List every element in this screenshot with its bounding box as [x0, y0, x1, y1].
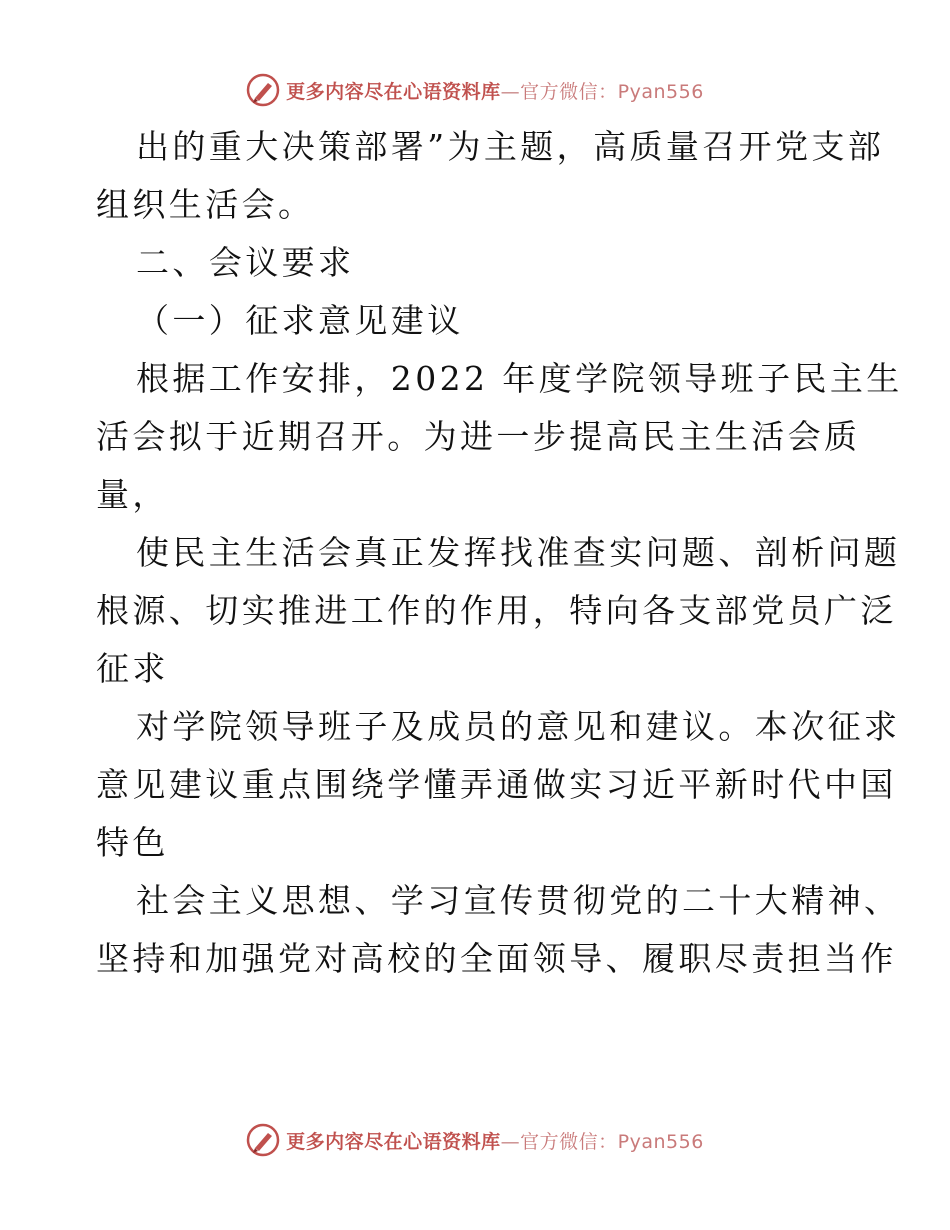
watermark-separator: — [500, 1130, 521, 1153]
watermark-contact: 官方微信：Pyan556 [520, 1130, 704, 1153]
watermark-text [286, 1127, 704, 1154]
watermark-main: 更多内容尽在心语资料库 [286, 80, 501, 103]
text-line: 征求 [96, 649, 169, 688]
text-line: 根据工作安排，2022 年度学院领导班子民主生 [136, 359, 903, 398]
pen-logo-icon [246, 73, 280, 107]
text-line: 坚持和加强党对高校的全面领导、履职尽责担当作 [96, 939, 897, 978]
header-watermark [0, 70, 950, 110]
watermark-contact: 官方微信：Pyan556 [520, 80, 704, 103]
text-line: 活会拟于近期召开。为进一步提高民主生活会质 [96, 417, 861, 456]
watermark-main: 更多内容尽在心语资料库 [286, 1130, 501, 1153]
text-line: 特色 [96, 823, 169, 862]
text-line: 意见建议重点围绕学懂弄通做实习近平新时代中国 [96, 765, 897, 804]
document-body [96, 118, 903, 988]
pen-logo-icon [246, 1123, 280, 1157]
text-line: 社会主义思想、学习宣传贯彻党的二十大精神、 [136, 881, 901, 920]
text-line: 对学院领导班子及成员的意见和建议。本次征求 [136, 707, 901, 746]
section-heading: 二、会议要求 [136, 243, 355, 282]
footer-watermark [0, 1120, 950, 1160]
text-line: 组织生活会。 [96, 185, 315, 224]
watermark-text [286, 77, 704, 104]
watermark-separator: — [500, 80, 521, 103]
text-line: 出的重大决策部署”为主题，高质量召开党支部 [136, 127, 885, 166]
text-line: 根源、切实推进工作的作用，特向各支部党员广泛 [96, 591, 897, 630]
text-line: 量， [96, 475, 169, 514]
subsection-heading: （一）征求意见建议 [136, 301, 464, 340]
text-line: 使民主生活会真正发挥找准查实问题、剖析问题 [136, 533, 901, 572]
